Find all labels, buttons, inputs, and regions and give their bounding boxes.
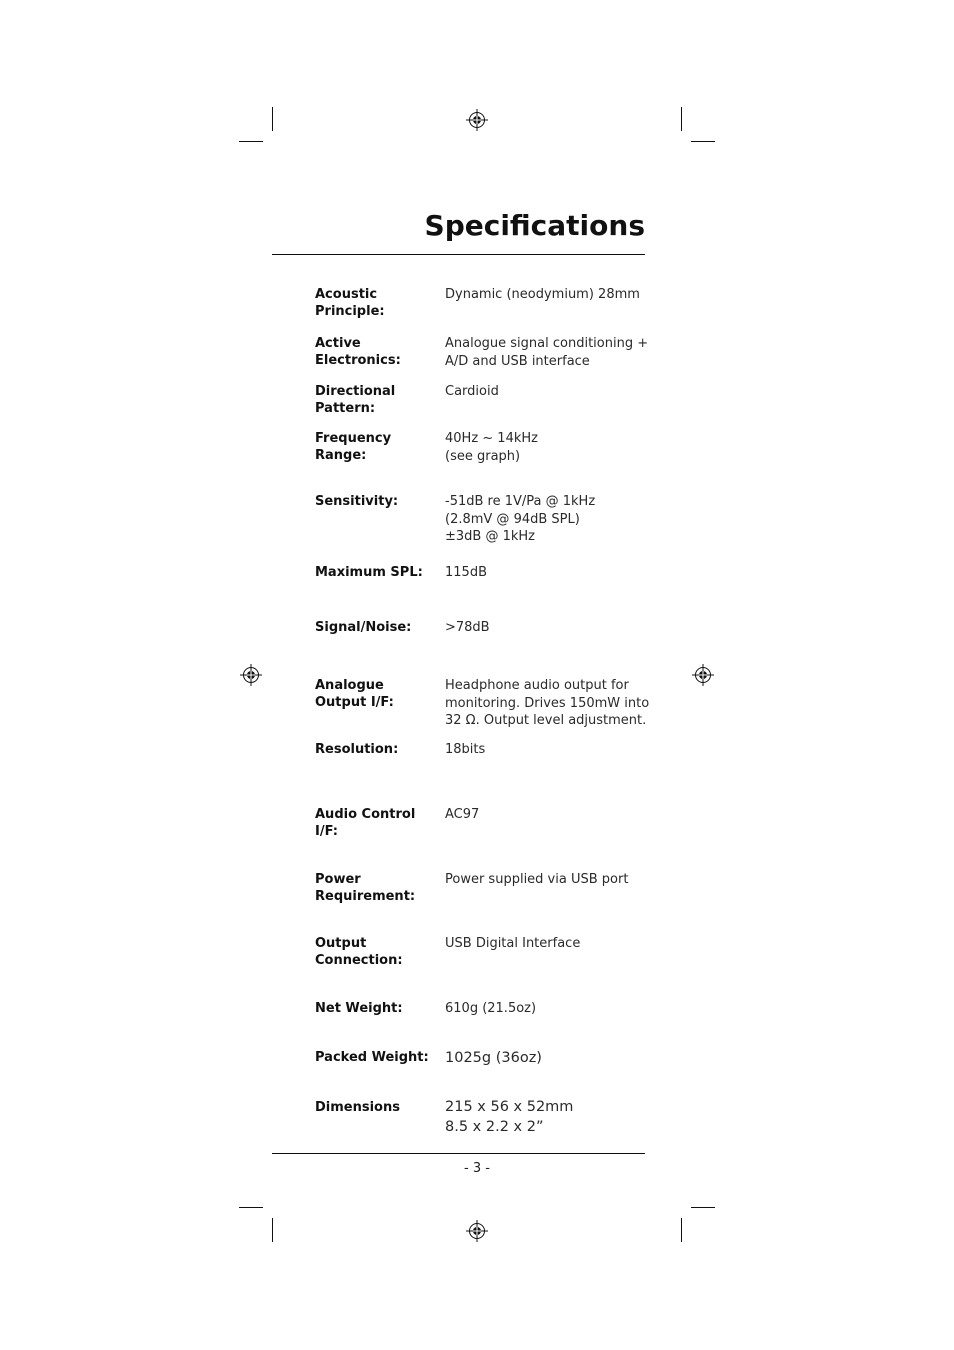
title-rule bbox=[272, 254, 645, 255]
spec-label: Directional Pattern: bbox=[315, 384, 396, 416]
spec-value: 18bits bbox=[445, 742, 486, 757]
crop-mark-bottom-left-horizontal bbox=[239, 1207, 263, 1208]
registration-mark-icon bbox=[692, 664, 714, 686]
spec-value: 610g (21.5oz) bbox=[445, 1001, 537, 1016]
spec-value: Cardioid bbox=[445, 384, 499, 399]
spec-label: Resolution: bbox=[315, 742, 399, 757]
crop-mark-bottom-right-horizontal bbox=[691, 1207, 715, 1208]
spec-label: Audio Control I/F: bbox=[315, 807, 416, 839]
crop-mark-bottom-right-vertical bbox=[681, 1218, 682, 1242]
spec-label: Maximum SPL: bbox=[315, 565, 423, 580]
spec-value: 1025g (36oz) bbox=[445, 1050, 542, 1066]
crop-mark-top-left-vertical bbox=[272, 107, 273, 131]
spec-value: AC97 bbox=[445, 807, 480, 822]
registration-mark-icon bbox=[466, 1220, 488, 1242]
spec-label: Output Connection: bbox=[315, 936, 403, 968]
registration-mark-icon bbox=[466, 109, 488, 131]
spec-value: Headphone audio output for monitoring. Drives 150mW into 32 Ω. Output level adjustment. bbox=[445, 678, 650, 728]
crop-mark-top-left-horizontal bbox=[239, 141, 263, 142]
spec-label: Power Requirement: bbox=[315, 872, 416, 904]
spec-label: Net Weight: bbox=[315, 1001, 403, 1016]
page-title: Specifications bbox=[424, 209, 645, 242]
spec-label: Sensitivity: bbox=[315, 494, 399, 509]
spec-value: USB Digital Interface bbox=[445, 936, 581, 951]
spec-value: -51dB re 1V/Pa @ 1kHz (2.8mV @ 94dB SPL) ±3dB @ 1kHz bbox=[445, 494, 596, 544]
crop-mark-top-right-vertical bbox=[681, 107, 682, 131]
crop-mark-top-right-horizontal bbox=[691, 141, 715, 142]
page-number: - 3 - bbox=[464, 1161, 490, 1176]
spec-label: Active Electronics: bbox=[315, 336, 401, 368]
spec-label: Dimensions bbox=[315, 1100, 400, 1115]
spec-value: 215 x 56 x 52mm 8.5 x 2.2 x 2” bbox=[445, 1099, 574, 1135]
spec-label: Packed Weight: bbox=[315, 1050, 429, 1065]
registration-mark-icon bbox=[240, 664, 262, 686]
spec-value: >78dB bbox=[445, 620, 490, 635]
spec-value: 40Hz ~ 14kHz (see graph) bbox=[445, 431, 538, 464]
spec-value: Dynamic (neodymium) 28mm bbox=[445, 287, 640, 302]
spec-label: Acoustic Principle: bbox=[315, 287, 385, 319]
spec-value: Power supplied via USB port bbox=[445, 872, 629, 887]
spec-value: Analogue signal conditioning + A/D and USB interface bbox=[445, 336, 649, 369]
crop-mark-bottom-left-vertical bbox=[272, 1218, 273, 1242]
spec-value: 115dB bbox=[445, 565, 487, 580]
footer-rule bbox=[272, 1153, 645, 1154]
spec-label: Frequency Range: bbox=[315, 431, 392, 463]
spec-label: Signal/Noise: bbox=[315, 620, 412, 635]
spec-label: Analogue Output I/F: bbox=[315, 678, 394, 710]
